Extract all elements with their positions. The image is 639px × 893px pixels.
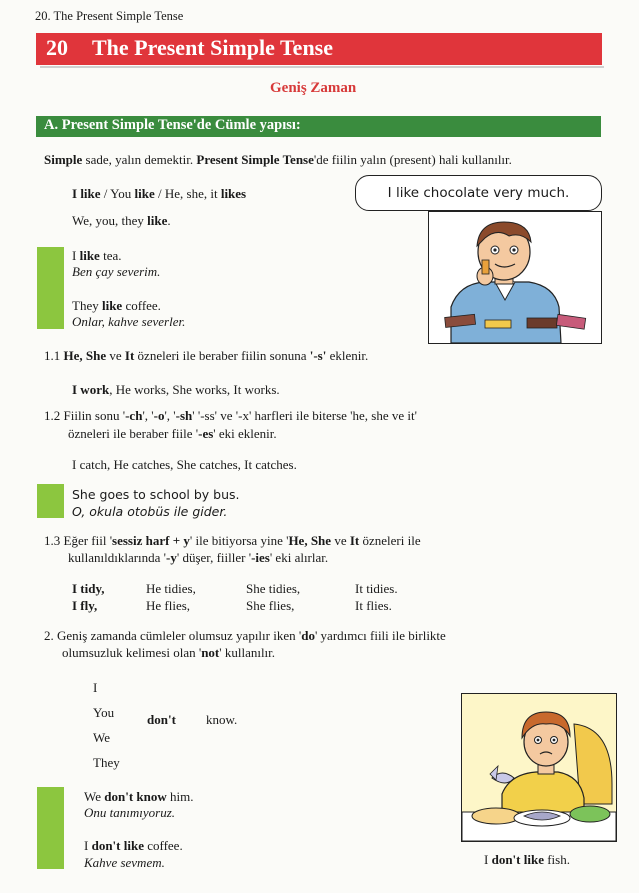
verb-know: know. — [206, 712, 238, 727]
boy-eating-chocolate-icon — [429, 212, 601, 343]
aux-dont: don't — [147, 712, 176, 727]
rule-1-2-line-2: özneleri ile beraber fiile '-es' eki eklenir. — [68, 426, 277, 441]
chapter-subtitle: Geniş Zaman — [270, 80, 357, 96]
running-header: 20. The Present Simple Tense — [35, 9, 184, 23]
green-marker — [37, 787, 64, 869]
example-dont-know-him-translation: Onu tanımıyoruz. — [84, 805, 175, 820]
pronoun-they: They — [93, 755, 120, 770]
speech-bubble: I like chocolate very much. — [355, 175, 602, 211]
example-dont-like-coffee: I don't like coffee. — [84, 838, 183, 853]
example-like-tea-translation: Ben çay severim. — [72, 264, 161, 279]
tidy-cell-1: I tidy, — [72, 581, 105, 596]
rule-1-3-line-1: 1.3 Eğer fiil 'sessiz harf + y' ile bitiyorsa yine 'He, She ve It özneleri ile — [44, 533, 421, 548]
example-like-tea: I like tea. — [72, 248, 122, 263]
chapter-number: 20 — [46, 35, 68, 60]
pronoun-i: I — [93, 680, 98, 695]
fly-cell-2: He flies, — [146, 598, 191, 613]
example-like-coffee: They like coffee. — [72, 298, 161, 313]
chapter-title: The Present Simple Tense — [92, 35, 334, 60]
rule-1-3-line-2: kullanıldıklarında '-y' düşer, fiiller '-ies' eki alırlar. — [68, 550, 329, 565]
rule-1-2-line-1: 1.2 Fiilin sonu '-ch', '-o', '-sh' '-ss' ve '-x' harfleri ile biterse 'he, she ve it' — [44, 408, 417, 423]
girl-illustration — [461, 693, 617, 842]
rule-1-2-example: I catch, He catches, She catches, It catches. — [72, 457, 297, 472]
pronoun-we: We — [93, 730, 110, 745]
rule-2-line-1: 2. Geniş zamanda cümleler olumsuz yapılır iken 'do' yardımcı fiili ile birlikte — [44, 628, 446, 643]
illustration-caption: I don't like fish. — [484, 852, 570, 867]
intro-text: Simple sade, yalın demektir. Present Simple Tense'de fiilin yalın (present) hali kullanılır. — [44, 152, 512, 167]
fly-cell-3: She flies, — [246, 598, 295, 613]
tidy-cell-2: He tidies, — [146, 581, 196, 596]
green-marker — [37, 247, 64, 329]
rule-2-line-2: olumsuzluk kelimesi olan 'not' kullanılır. — [62, 645, 276, 660]
example-dont-like-coffee-translation: Kahve sevmem. — [84, 855, 165, 870]
section-a-heading: A. Present Simple Tense'de Cümle yapısı: — [44, 117, 301, 133]
conjugation-line-1: I like / You like / He, she, it likes — [72, 186, 247, 201]
pronoun-you: You — [93, 705, 115, 720]
example-goes-to-school: She goes to school by bus. — [72, 487, 240, 502]
green-marker — [37, 484, 64, 518]
girl-with-fish-icon — [462, 694, 616, 841]
fly-cell-4: It flies. — [355, 598, 392, 613]
tidy-cell-3: She tidies, — [246, 581, 301, 596]
rule-1-1-example: I work, He works, She works, It works. — [72, 382, 280, 397]
example-like-coffee-translation: Onlar, kahve severler. — [72, 314, 186, 329]
fly-cell-1: I fly, — [72, 598, 98, 613]
conjugation-line-2: We, you, they like. — [72, 213, 171, 228]
title-shadow — [40, 66, 604, 68]
example-goes-to-school-translation: O, okula otobüs ile gider. — [72, 504, 228, 519]
boy-illustration — [428, 211, 602, 344]
rule-1-1: 1.1 He, She ve It özneleri ile beraber fiilin sonuna '-s' eklenir. — [44, 348, 369, 363]
example-dont-know-him: We don't know him. — [84, 789, 194, 804]
tidy-cell-4: It tidies. — [355, 581, 398, 596]
